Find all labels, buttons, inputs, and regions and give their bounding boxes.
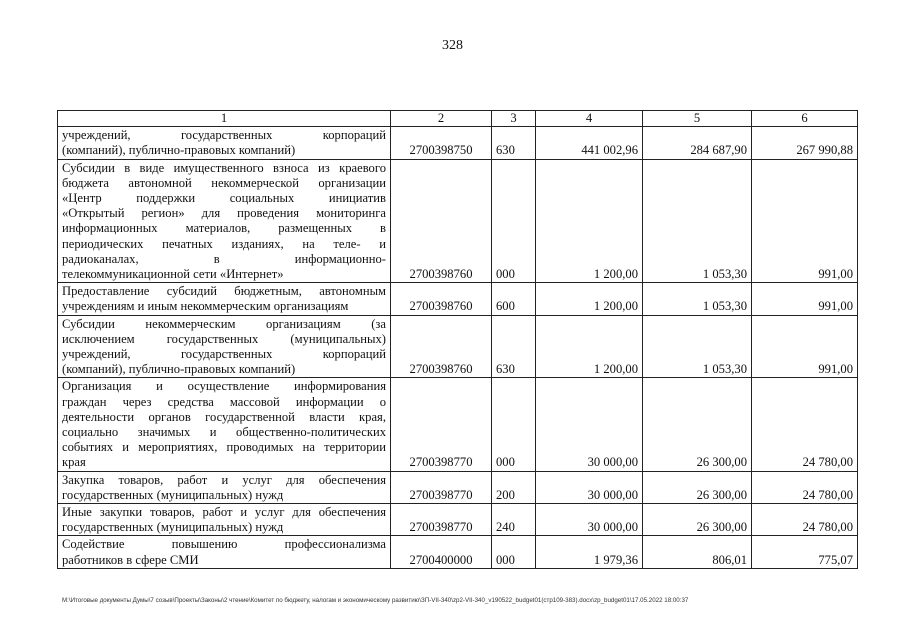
amount-col6-cell: 775,07 <box>752 536 858 568</box>
expense-name-line: (компаний), публично-правовых компаний) <box>62 143 296 158</box>
expense-name-line: учреждений, государственных корпораций <box>62 128 386 143</box>
expense-name-line: Содействие повышению профессионализма <box>62 537 386 552</box>
expense-name-line: информационных материалов, размещенных в <box>62 221 386 236</box>
table-header-row <box>58 111 858 127</box>
table-row <box>58 315 858 378</box>
amount-col4-cell: 30 000,00 <box>536 504 643 536</box>
amount-col5-cell: 26 300,00 <box>643 378 752 471</box>
amount-col6-cell: 991,00 <box>752 159 858 283</box>
column-header: 6 <box>752 111 858 127</box>
amount-col5-cell: 284 687,90 <box>643 127 752 159</box>
expense-name-line: социально значимых и общественно-политических <box>62 425 386 440</box>
amount-col4-cell: 441 002,96 <box>536 127 643 159</box>
footer-file-path: M:\Итоговые документы Думы\7 созыв\Проекты\Законы\2 чтение\Комитет по бюджету, налогам и экономическому развитию\ЗП-VII-340\zp2-VII-340_v190522_budget01(стр109-383).docx\zp_budget01\17.05.2022 18:00:37 <box>62 597 689 604</box>
expense-name-line: Иные закупки товаров, работ и услуг для обеспечения <box>62 505 386 520</box>
amount-col4-cell: 1 200,00 <box>536 159 643 283</box>
expense-name-line: «Открытый регион» для проведения мониторинга <box>62 206 386 221</box>
expense-name-line: учреждений, государственных корпораций <box>62 347 386 362</box>
page-number: 328 <box>442 38 463 53</box>
expense-name-line: Закупка товаров, работ и услуг для обеспечения <box>62 472 386 487</box>
expense-name-line: края <box>62 455 86 470</box>
column-header: 1 <box>58 111 391 127</box>
expense-name-cell <box>58 127 391 159</box>
budget-table <box>57 110 858 569</box>
expense-name-line: (компаний), публично-правовых компаний) <box>62 362 296 377</box>
expense-name-line: периодических печатных изданиях, на теле- и <box>62 236 386 251</box>
amount-col4-cell: 1 200,00 <box>536 283 643 315</box>
expense-name-cell <box>58 283 391 315</box>
expense-type-cell: 630 <box>492 315 536 378</box>
expense-name-cell <box>58 471 391 503</box>
amount-col4-cell: 1 200,00 <box>536 315 643 378</box>
column-header: 5 <box>643 111 752 127</box>
table-row <box>58 283 858 315</box>
expense-name-cell <box>58 315 391 378</box>
target-article-code-cell: 2700398770 <box>391 378 492 471</box>
target-article-code-cell: 2700398770 <box>391 471 492 503</box>
amount-col4-cell: 30 000,00 <box>536 471 643 503</box>
expense-name-cell <box>58 378 391 471</box>
amount-col6-cell: 267 990,88 <box>752 127 858 159</box>
amount-col4-cell: 30 000,00 <box>536 378 643 471</box>
expense-name-line: государственных (муниципальных) нужд <box>62 520 284 535</box>
expense-type-cell: 630 <box>492 127 536 159</box>
amount-col6-cell: 991,00 <box>752 315 858 378</box>
expense-type-cell: 200 <box>492 471 536 503</box>
target-article-code-cell: 2700398750 <box>391 127 492 159</box>
amount-col6-cell: 991,00 <box>752 283 858 315</box>
expense-name-line: учреждениям и иным некоммерческим организациям <box>62 299 349 314</box>
amount-col6-cell: 24 780,00 <box>752 471 858 503</box>
expense-name-line: событиях и мероприятиях, проводимых на территории <box>62 440 386 455</box>
amount-col4-cell: 1 979,36 <box>536 536 643 568</box>
amount-col5-cell: 26 300,00 <box>643 471 752 503</box>
target-article-code-cell: 2700398760 <box>391 283 492 315</box>
expense-type-cell: 000 <box>492 378 536 471</box>
column-header: 4 <box>536 111 643 127</box>
expense-type-cell: 600 <box>492 283 536 315</box>
amount-col6-cell: 24 780,00 <box>752 504 858 536</box>
column-header: 3 <box>492 111 536 127</box>
amount-col5-cell: 26 300,00 <box>643 504 752 536</box>
table-row <box>58 378 858 471</box>
expense-name-line: Субсидии некоммерческим организациям (за <box>62 316 386 331</box>
table-row <box>58 127 858 159</box>
expense-name-line: «Центр поддержки социальных инициатив <box>62 191 386 206</box>
amount-col5-cell: 1 053,30 <box>643 283 752 315</box>
expense-name-line: исключением государственных (муниципальных) <box>62 331 386 346</box>
table-row <box>58 536 858 568</box>
expense-name-line: Организация и осуществление информирования <box>62 379 386 394</box>
target-article-code-cell: 2700400000 <box>391 536 492 568</box>
column-header: 2 <box>391 111 492 127</box>
expense-name-cell <box>58 159 391 283</box>
expense-name-line: работников в сфере СМИ <box>62 552 199 567</box>
table-row <box>58 471 858 503</box>
expense-type-cell: 000 <box>492 536 536 568</box>
expense-type-cell: 000 <box>492 159 536 283</box>
target-article-code-cell: 2700398770 <box>391 504 492 536</box>
target-article-code-cell: 2700398760 <box>391 315 492 378</box>
target-article-code-cell: 2700398760 <box>391 159 492 283</box>
expense-name-line: государственных (муниципальных) нужд <box>62 487 284 502</box>
expense-name-line: деятельности органов государственной власти края, <box>62 409 386 424</box>
expense-name-line: Предоставление субсидий бюджетным, автономным <box>62 284 386 299</box>
amount-col5-cell: 1 053,30 <box>643 315 752 378</box>
table-row <box>58 504 858 536</box>
expense-name-line: телекоммуникационной сети «Интернет» <box>62 267 284 282</box>
expense-type-cell: 240 <box>492 504 536 536</box>
expense-name-cell <box>58 536 391 568</box>
amount-col5-cell: 806,01 <box>643 536 752 568</box>
expense-name-line: бюджета автономной некоммерческой организации <box>62 175 386 190</box>
expense-name-cell <box>58 504 391 536</box>
amount-col5-cell: 1 053,30 <box>643 159 752 283</box>
expense-name-line: граждан через средства массовой информации о <box>62 394 386 409</box>
table-row <box>58 159 858 283</box>
expense-name-line: Субсидии в виде имущественного взноса из краевого <box>62 160 386 175</box>
amount-col6-cell: 24 780,00 <box>752 378 858 471</box>
expense-name-line: радиоканалах, в информационно- <box>62 251 386 266</box>
